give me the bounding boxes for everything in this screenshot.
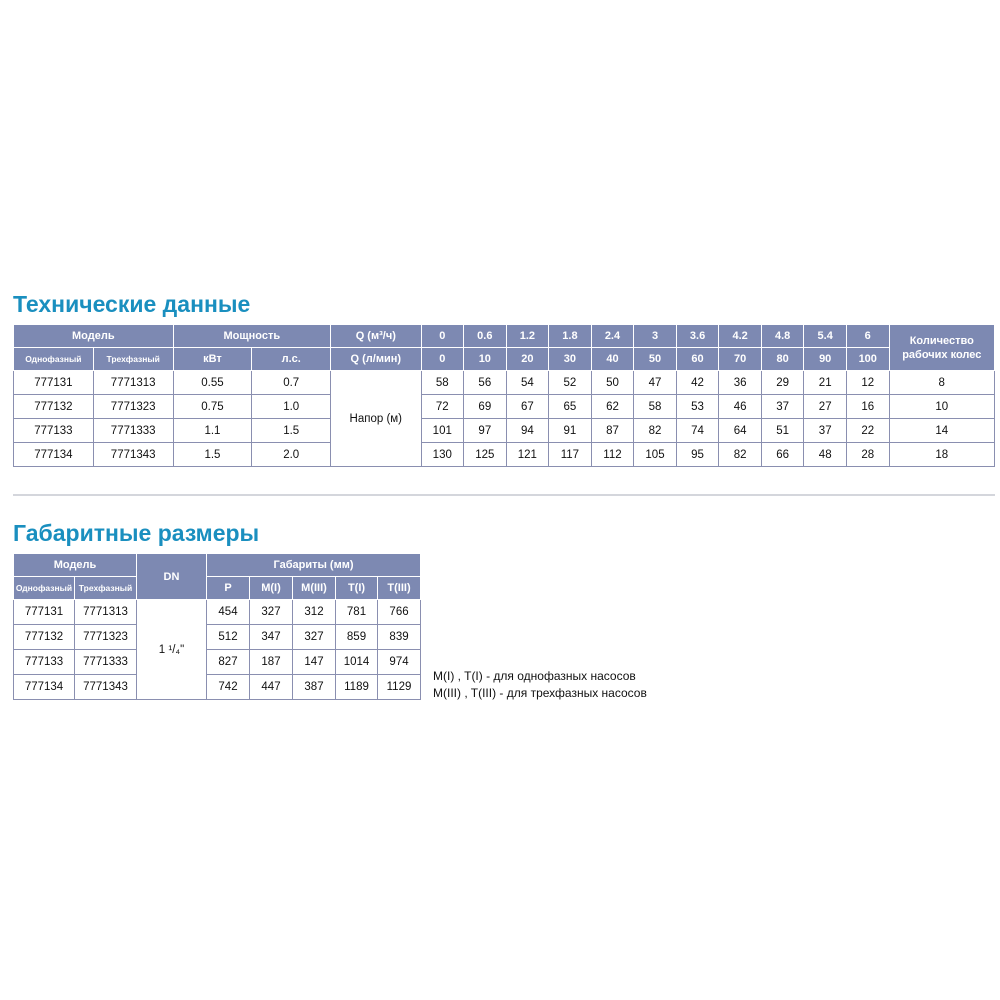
flow-lmin-cell: 40 — [591, 348, 634, 371]
table-row — [14, 675, 421, 700]
head-value: 62 — [591, 395, 634, 419]
head-label: Напор (м) — [331, 371, 421, 467]
model-three-phase: 7771313 — [93, 371, 173, 395]
header-dn: DN — [137, 554, 207, 600]
dimension-value: 454 — [207, 600, 250, 625]
head-value: 56 — [464, 371, 507, 395]
header-single-phase: Однофазный — [14, 577, 75, 600]
flow-m3h-cell: 5.4 — [804, 325, 847, 348]
model-single-phase: 777134 — [14, 443, 94, 467]
dn-value: 1 ¹/₄" — [137, 600, 207, 700]
head-value: 82 — [634, 419, 677, 443]
model-three-phase: 7771313 — [75, 600, 137, 625]
flow-lmin-cell: 0 — [421, 348, 464, 371]
head-value: 28 — [846, 443, 889, 467]
impeller-count: 8 — [889, 371, 994, 395]
flow-lmin-cell: 100 — [846, 348, 889, 371]
flow-m3h-cell: 0.6 — [464, 325, 507, 348]
flow-m3h-cell: 4.8 — [761, 325, 804, 348]
dimension-value: 1014 — [336, 650, 378, 675]
head-value: 66 — [761, 443, 804, 467]
dimension-value: 327 — [250, 600, 293, 625]
model-single-phase: 777131 — [14, 600, 75, 625]
head-value: 21 — [804, 371, 847, 395]
flow-m3h-cell: 0 — [421, 325, 464, 348]
header-q-lmin: Q (л/мин) — [331, 348, 421, 371]
header-model: Модель — [14, 325, 174, 348]
dimension-value: 766 — [378, 600, 421, 625]
head-value: 54 — [506, 371, 549, 395]
flow-m3h-cell: 1.8 — [549, 325, 592, 348]
power-hp: 2.0 — [252, 443, 331, 467]
flow-lmin-cell: 10 — [464, 348, 507, 371]
dimension-value: 859 — [336, 625, 378, 650]
header-row — [14, 325, 995, 348]
flow-m3h-cell: 3 — [634, 325, 677, 348]
dimension-value: 147 — [293, 650, 336, 675]
header-row — [14, 348, 995, 371]
head-value: 69 — [464, 395, 507, 419]
model-three-phase: 7771343 — [93, 443, 173, 467]
head-value: 87 — [591, 419, 634, 443]
head-value: 74 — [676, 419, 719, 443]
head-value: 16 — [846, 395, 889, 419]
header-row — [14, 577, 421, 600]
head-value: 12 — [846, 371, 889, 395]
head-value: 97 — [464, 419, 507, 443]
head-value: 94 — [506, 419, 549, 443]
head-value: 29 — [761, 371, 804, 395]
header-dim-col: T(III) — [378, 577, 421, 600]
header-three-phase: Трехфазный — [93, 348, 173, 371]
power-hp: 0.7 — [252, 371, 331, 395]
head-value: 125 — [464, 443, 507, 467]
head-value: 42 — [676, 371, 719, 395]
dimensions-table — [13, 553, 421, 700]
head-value: 52 — [549, 371, 592, 395]
table-row — [14, 395, 995, 419]
impeller-count: 10 — [889, 395, 994, 419]
flow-m3h-cell: 4.2 — [719, 325, 762, 348]
table-row — [14, 600, 421, 625]
flow-lmin-cell: 60 — [676, 348, 719, 371]
header-dim-col: M(III) — [293, 577, 336, 600]
head-value: 46 — [719, 395, 762, 419]
head-value: 27 — [804, 395, 847, 419]
header-single-phase: Однофазный — [14, 348, 94, 371]
dimension-value: 312 — [293, 600, 336, 625]
dimension-value: 512 — [207, 625, 250, 650]
head-value: 67 — [506, 395, 549, 419]
header-q-m3h: Q (м³/ч) — [331, 325, 421, 348]
dimension-value: 781 — [336, 600, 378, 625]
dimension-value: 742 — [207, 675, 250, 700]
tech-data-title: Технические данные — [13, 291, 251, 317]
head-value: 58 — [421, 371, 464, 395]
header-dimensions: Габариты (мм) — [207, 554, 421, 577]
header-three-phase: Трехфазный — [75, 577, 137, 600]
head-value: 50 — [591, 371, 634, 395]
header-dim-col: T(I) — [336, 577, 378, 600]
dimension-value: 1129 — [378, 675, 421, 700]
power-kw: 1.1 — [173, 419, 252, 443]
header-model: Модель — [14, 554, 137, 577]
head-value: 58 — [634, 395, 677, 419]
head-value: 37 — [761, 395, 804, 419]
head-value: 48 — [804, 443, 847, 467]
model-single-phase: 777133 — [14, 650, 75, 675]
impeller-count: 14 — [889, 419, 994, 443]
dimension-value: 187 — [250, 650, 293, 675]
header-dim-col: M(I) — [250, 577, 293, 600]
header-dim-col: P — [207, 577, 250, 600]
head-value: 47 — [634, 371, 677, 395]
head-value: 37 — [804, 419, 847, 443]
head-value: 95 — [676, 443, 719, 467]
head-value: 72 — [421, 395, 464, 419]
head-value: 82 — [719, 443, 762, 467]
model-single-phase: 777134 — [14, 675, 75, 700]
flow-m3h-cell: 2.4 — [591, 325, 634, 348]
dimension-value: 1189 — [336, 675, 378, 700]
head-value: 91 — [549, 419, 592, 443]
section-divider — [13, 494, 995, 496]
note-single-phase: M(I) , T(I) - для однофазных насосов — [433, 669, 636, 683]
model-single-phase: 777132 — [14, 395, 94, 419]
head-value: 51 — [761, 419, 804, 443]
dimension-value: 447 — [250, 675, 293, 700]
tech-data-table — [13, 324, 995, 467]
dimension-value: 327 — [293, 625, 336, 650]
head-value: 121 — [506, 443, 549, 467]
head-value: 22 — [846, 419, 889, 443]
dimension-value: 387 — [293, 675, 336, 700]
model-three-phase: 7771323 — [75, 625, 137, 650]
dimension-value: 347 — [250, 625, 293, 650]
dimension-value: 827 — [207, 650, 250, 675]
head-value: 101 — [421, 419, 464, 443]
flow-m3h-cell: 1.2 — [506, 325, 549, 348]
head-value: 112 — [591, 443, 634, 467]
power-hp: 1.0 — [252, 395, 331, 419]
dimension-value: 839 — [378, 625, 421, 650]
flow-lmin-cell: 30 — [549, 348, 592, 371]
head-value: 130 — [421, 443, 464, 467]
header-kw: кВт — [173, 348, 252, 371]
table-row — [14, 371, 995, 395]
table-row — [14, 650, 421, 675]
header-row — [14, 554, 421, 577]
model-single-phase: 777133 — [14, 419, 94, 443]
header-hp: л.с. — [252, 348, 331, 371]
model-single-phase: 777131 — [14, 371, 94, 395]
header-power: Мощность — [173, 325, 330, 348]
flow-lmin-cell: 90 — [804, 348, 847, 371]
table-row — [14, 625, 421, 650]
model-three-phase: 7771323 — [93, 395, 173, 419]
head-value: 53 — [676, 395, 719, 419]
model-three-phase: 7771333 — [75, 650, 137, 675]
head-value: 105 — [634, 443, 677, 467]
flow-lmin-cell: 80 — [761, 348, 804, 371]
head-value: 36 — [719, 371, 762, 395]
power-hp: 1.5 — [252, 419, 331, 443]
flow-m3h-cell: 6 — [846, 325, 889, 348]
flow-lmin-cell: 70 — [719, 348, 762, 371]
head-value: 117 — [549, 443, 592, 467]
flow-m3h-cell: 3.6 — [676, 325, 719, 348]
impeller-count: 18 — [889, 443, 994, 467]
head-value: 64 — [719, 419, 762, 443]
power-kw: 1.5 — [173, 443, 252, 467]
dimensions-title: Габаритные размеры — [13, 520, 260, 546]
table-row — [14, 443, 995, 467]
power-kw: 0.55 — [173, 371, 252, 395]
model-three-phase: 7771343 — [75, 675, 137, 700]
dimension-value: 974 — [378, 650, 421, 675]
flow-lmin-cell: 20 — [506, 348, 549, 371]
note-three-phase: M(III) , T(III) - для трехфазных насосов — [433, 686, 647, 700]
head-value: 65 — [549, 395, 592, 419]
flow-lmin-cell: 50 — [634, 348, 677, 371]
table-row — [14, 419, 995, 443]
power-kw: 0.75 — [173, 395, 252, 419]
model-single-phase: 777132 — [14, 625, 75, 650]
model-three-phase: 7771333 — [93, 419, 173, 443]
header-impellers: Количество рабочих колес — [889, 325, 994, 371]
